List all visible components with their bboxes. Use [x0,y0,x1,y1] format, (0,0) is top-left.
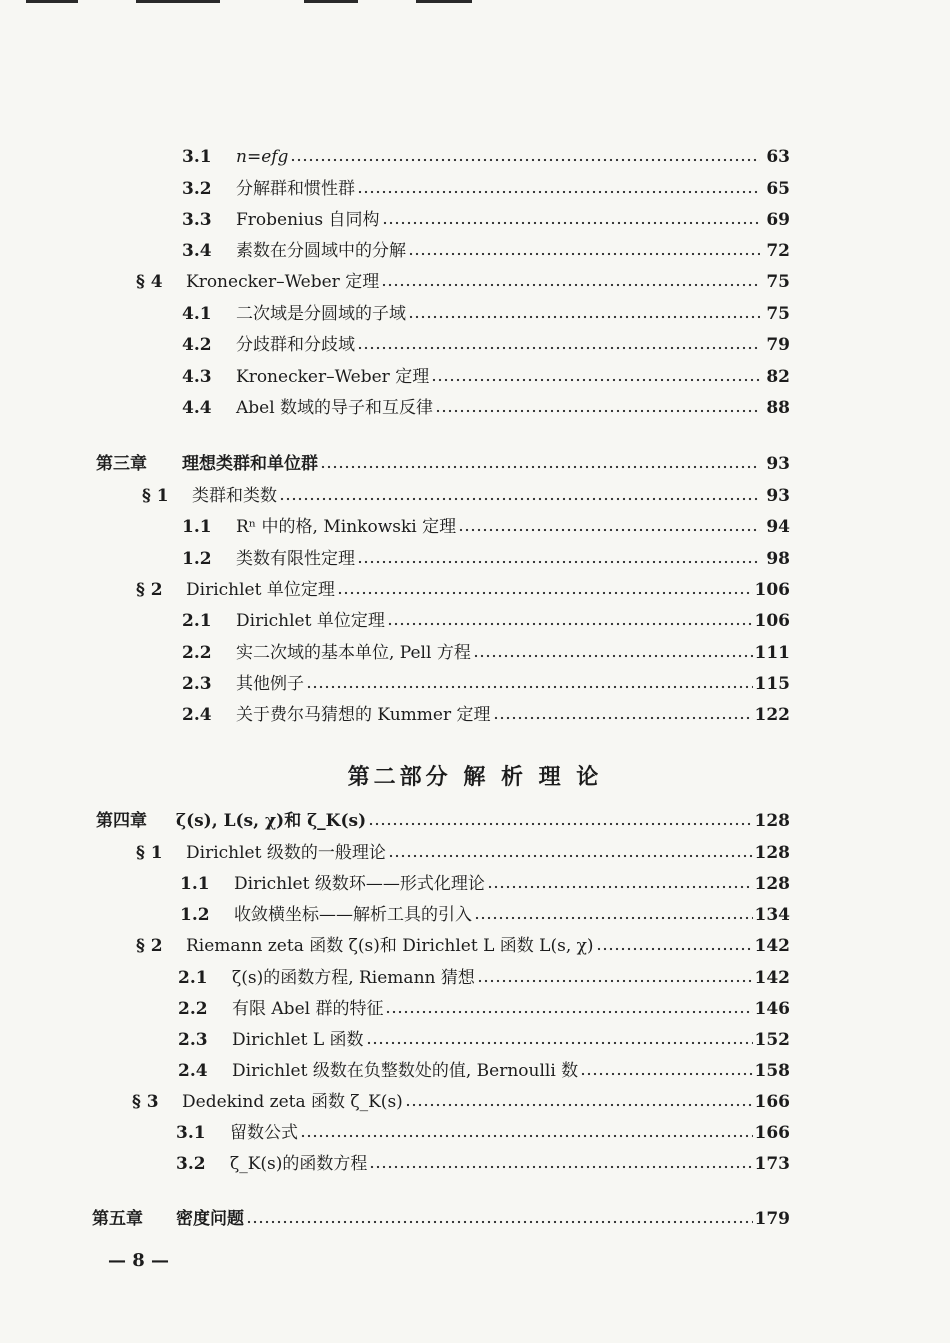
entry-number: 2.3 [182,674,212,694]
entry-title: Dirichlet 单位定理 [186,580,335,600]
entry-title: ζ_K(s)的函数方程 [230,1154,368,1174]
dot-leader [300,1123,753,1143]
entry-page: 98 [766,549,790,569]
toc-entry[interactable] [178,1057,790,1085]
chapter-number: 第四章 [96,811,147,831]
entry-title: 类群和类数 [192,486,277,506]
toc-entry[interactable] [182,394,790,422]
entry-title: Dirichlet L 函数 [232,1030,364,1050]
entry-number: § 2 [136,936,163,956]
toc-entry[interactable] [178,964,790,992]
entry-page: 106 [754,611,790,631]
chapter-title: 密度问题 [176,1209,244,1229]
entry-page: 106 [754,580,790,600]
dot-leader [385,999,752,1019]
entry-title: n=efg [236,147,289,167]
entry-title: 分歧群和分歧域 [236,335,355,355]
dot-leader [306,674,753,694]
toc-entry[interactable] [132,1088,790,1116]
chapter-number: 第三章 [96,454,147,474]
entry-page: 63 [766,147,790,167]
entry-page: 69 [766,210,790,230]
entry-title: Dirichlet 级数的一般理论 [186,843,386,863]
entry-page: 65 [766,179,790,199]
toc-entry[interactable] [136,932,790,960]
entry-page: 79 [766,335,790,355]
toc-entry[interactable] [182,143,790,171]
top-rule-3 [304,0,358,3]
dot-leader [458,517,760,537]
entry-page: 88 [766,398,790,418]
entry-page: 179 [754,1209,790,1229]
entry-number: 2.1 [178,968,208,988]
top-rule-1 [26,0,78,3]
entry-title: 分解群和惯性群 [236,179,355,199]
dot-leader [596,936,753,956]
dot-leader [279,486,760,506]
entry-number: § 4 [136,272,163,292]
entry-page: 115 [754,674,790,694]
toc-entry[interactable] [180,870,790,898]
dot-leader [487,874,753,894]
entry-number: 2.2 [182,643,212,663]
entry-number: 4.1 [182,304,212,324]
dot-leader [381,272,760,292]
toc-entry[interactable] [182,701,790,729]
entry-number: 2.2 [178,999,208,1019]
dot-leader [493,705,753,725]
toc-entry[interactable] [178,1026,790,1054]
entry-title: 关于费尔马猜想的 Kummer 定理 [236,705,491,725]
entry-title: Dirichlet 单位定理 [236,611,385,631]
entry-page: 142 [754,936,790,956]
entry-title: 有限 Abel 群的特征 [232,999,384,1019]
entry-number: 3.1 [182,147,212,167]
entry-number: 3.3 [182,210,212,230]
entry-number: § 1 [142,486,169,506]
toc-entry[interactable] [176,1119,790,1147]
toc-entry[interactable] [182,545,790,573]
chapter-title: 理想类群和单位群 [182,454,318,474]
dot-leader [357,179,760,199]
entry-number: 1.2 [180,905,210,925]
dot-leader [366,1030,753,1050]
entry-number: § 2 [136,580,163,600]
entry-title: 实二次域的基本单位, Pell 方程 [236,643,471,663]
top-rule-4 [416,0,472,3]
entry-title: Riemann zeta 函数 ζ(s)和 Dirichlet L 函数 L(s, χ) [186,936,594,956]
entry-number: 2.4 [178,1061,208,1081]
entry-title: 收敛横坐标——解析工具的引入 [234,905,472,925]
entry-title: Dirichlet 级数环——形式化理论 [234,874,485,894]
entry-page: 158 [754,1061,790,1081]
entry-title: 类数有限性定理 [236,549,355,569]
dot-leader [387,611,753,631]
toc-entry[interactable] [182,670,790,698]
part-title: 第二部分 解 析 理 论 [347,765,603,790]
toc-entry[interactable] [182,639,790,667]
entry-title: Rⁿ 中的格, Minkowski 定理 [236,517,457,537]
toc-entry[interactable] [182,206,790,234]
toc-entry[interactable] [176,1150,790,1178]
entry-title: ζ(s)的函数方程, Riemann 猜想 [232,968,475,988]
entry-number: 3.1 [176,1123,206,1143]
entry-number: § 3 [132,1092,159,1112]
entry-page: 146 [754,999,790,1019]
toc-entry[interactable] [182,607,790,635]
dot-leader [357,549,760,569]
toc-entry[interactable] [182,331,790,359]
dot-leader [473,643,753,663]
entry-page: 82 [766,367,790,387]
toc-entry[interactable] [180,901,790,929]
entry-page: 152 [754,1030,790,1050]
entry-page: 128 [754,811,790,831]
entry-page: 75 [766,304,790,324]
entry-page: 72 [766,241,790,261]
entry-page: 166 [754,1092,790,1112]
dot-leader [320,454,760,474]
toc-chapter[interactable] [92,1205,790,1233]
dot-leader [357,335,760,355]
toc-entry[interactable] [136,576,790,604]
entry-page: 166 [754,1123,790,1143]
entry-title: Dirichlet 级数在负整数处的值, Bernoulli 数 [232,1061,579,1081]
dot-leader [388,843,753,863]
dot-leader [405,1092,753,1112]
page-number-footer: — 8 — [108,1250,170,1271]
entry-page: 173 [754,1154,790,1174]
entry-number: 3.4 [182,241,212,261]
entry-number: 1.1 [180,874,210,894]
entry-title: 留数公式 [230,1123,298,1143]
toc-entry[interactable] [182,175,790,203]
entry-title: Kronecker–Weber 定理 [186,272,380,292]
entry-page: 94 [766,517,790,537]
dot-leader [477,968,753,988]
entry-title: 素数在分圆域中的分解 [236,241,406,261]
dot-leader [290,147,760,167]
toc-entry[interactable] [136,268,790,296]
entry-title: 二次域是分圆域的子域 [236,304,406,324]
dot-leader [369,1154,752,1174]
entry-number: 2.4 [182,705,212,725]
dot-leader [408,241,760,261]
entry-page: 134 [754,905,790,925]
dot-leader [246,1209,753,1229]
chapter-number: 第五章 [92,1209,143,1229]
entry-page: 93 [766,454,790,474]
entry-number: 2.3 [178,1030,208,1050]
entry-number: 1.1 [182,517,212,537]
entry-number: 2.1 [182,611,212,631]
entry-page: 128 [754,843,790,863]
toc-entry[interactable] [178,995,790,1023]
entry-number: 4.4 [182,398,212,418]
dot-leader [337,580,753,600]
entry-title: 其他例子 [236,674,304,694]
entry-page: 122 [754,705,790,725]
dot-leader [431,367,760,387]
entry-page: 75 [766,272,790,292]
dot-leader [474,905,753,925]
toc-entry[interactable] [142,482,790,510]
entry-number: 4.3 [182,367,212,387]
entry-title: Frobenius 自同构 [236,210,380,230]
entry-title: Kronecker–Weber 定理 [236,367,430,387]
entry-page: 111 [754,643,790,663]
entry-page: 93 [766,486,790,506]
top-rule-2 [136,0,220,3]
dot-leader [368,811,752,831]
entry-title: Dedekind zeta 函数 ζ_K(s) [182,1092,403,1112]
entry-page: 142 [754,968,790,988]
entry-number: 3.2 [176,1154,206,1174]
dot-leader [408,304,760,324]
toc-entry[interactable] [182,300,790,328]
toc-entry[interactable] [136,839,790,867]
toc-entry[interactable] [182,513,790,541]
toc-chapter[interactable] [96,450,790,478]
toc-entry[interactable] [182,363,790,391]
entry-number: 3.2 [182,179,212,199]
entry-page: 128 [754,874,790,894]
toc-chapter[interactable] [96,807,790,835]
entry-number: 4.2 [182,335,212,355]
dot-leader [435,398,760,418]
toc-entry[interactable] [182,237,790,265]
dot-leader [580,1061,752,1081]
entry-number: § 1 [136,843,163,863]
dot-leader [382,210,760,230]
chapter-title: ζ(s), L(s, χ)和 ζ_K(s) [176,811,367,831]
entry-number: 1.2 [182,549,212,569]
entry-title: Abel 数域的导子和互反律 [236,398,434,418]
